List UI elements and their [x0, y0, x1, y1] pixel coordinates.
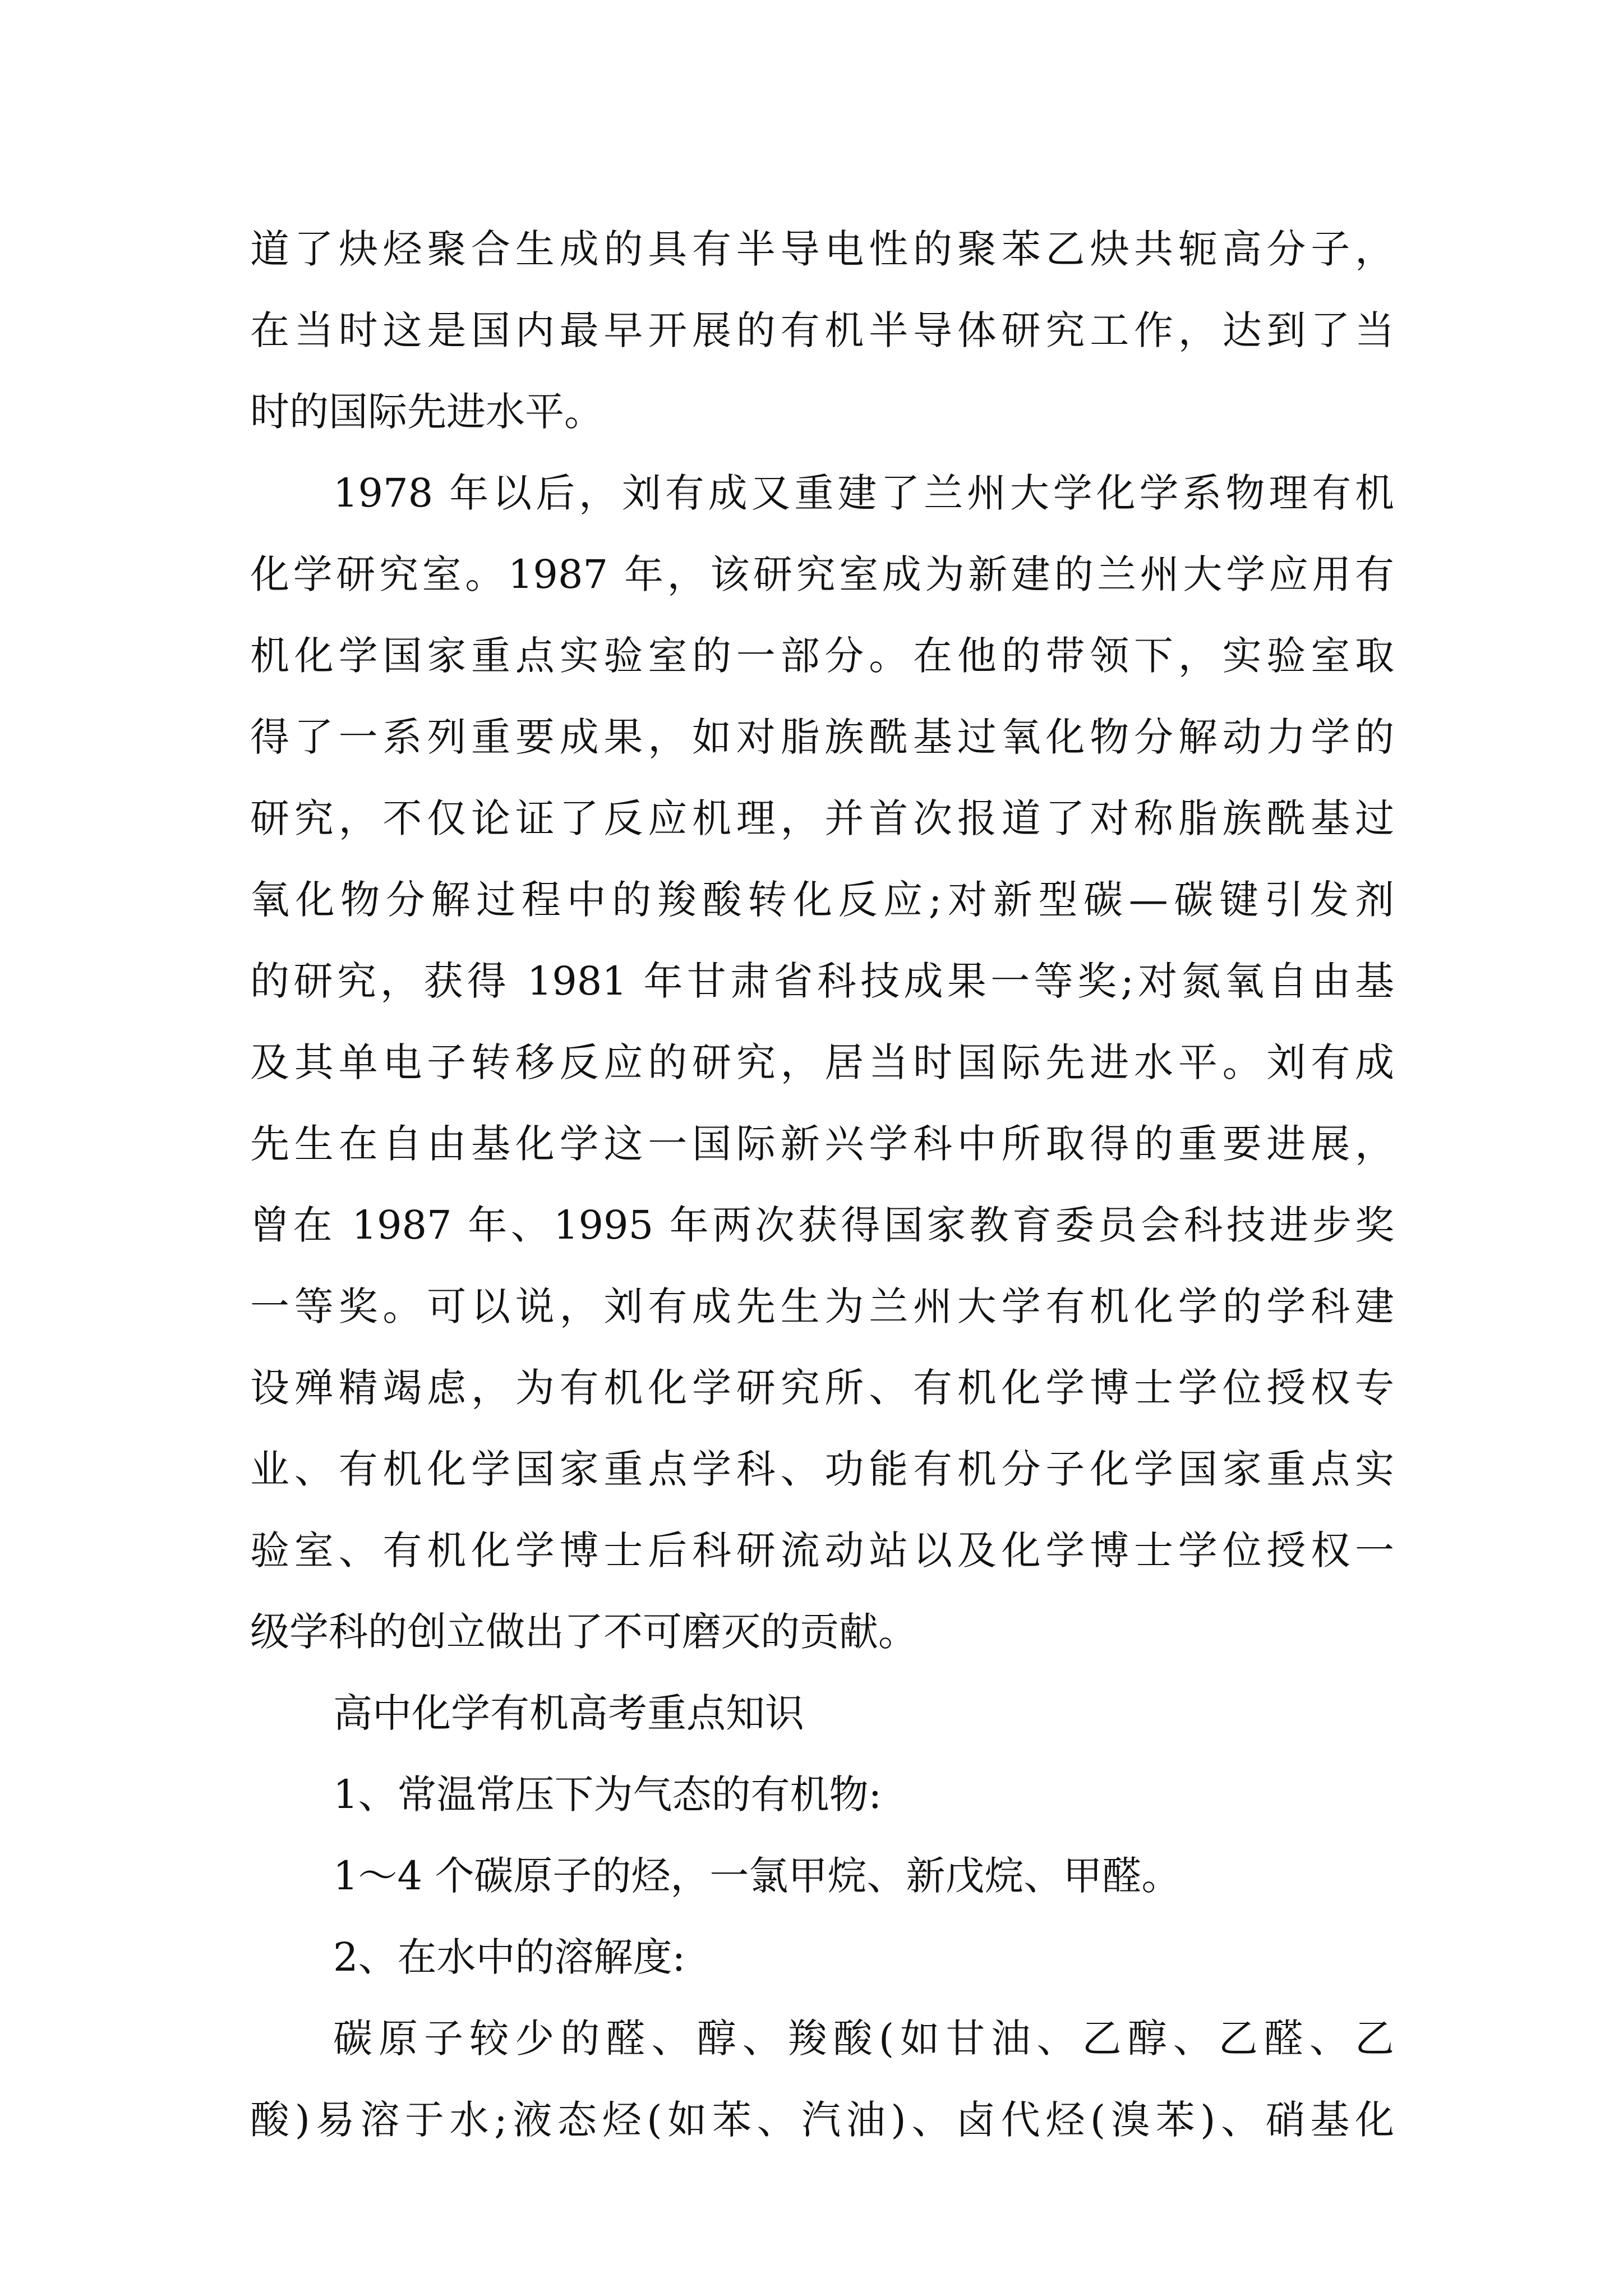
text-line: 氧化物分解过程中的羧酸转化反应;对新型碳—碳键引发剂 [250, 877, 1394, 923]
text-line: 设殚精竭虑，为有机化学研究所、有机化学博士学位授权专 [250, 1365, 1394, 1411]
text-line: 验室、有机化学博士后科研流动站以及化学博士学位授权一 [250, 1527, 1394, 1573]
text-line: 研究，不仅论证了反应机理，并首次报道了对称脂族酰基过 [250, 795, 1394, 841]
text-line: 1～4 个碳原子的烃，一氯甲烷、新戊烷、甲醛。 [333, 1853, 1181, 1899]
text-line: 的研究，获得 1981 年甘肃省科技成果一等奖;对氮氧自由基 [250, 958, 1394, 1004]
text-line: 曾在 1987 年、1995 年两次获得国家教育委员会科技进步奖 [250, 1202, 1394, 1248]
text-line: 时的国际先进水平。 [250, 389, 603, 435]
text-line: 1978 年以后，刘有成又重建了兰州大学化学系物理有机 [333, 470, 1394, 516]
text-line: 得了一系列重要成果，如对脂族酰基过氧化物分解动力学的 [250, 714, 1394, 760]
text-line: 机化学国家重点实验室的一部分。在他的带领下，实验室取 [250, 633, 1394, 679]
text-line: 高中化学有机高考重点知识 [333, 1690, 804, 1736]
text-line: 2、在水中的溶解度: [333, 1934, 686, 1980]
text-line: 化学研究室。1987 年，该研究室成为新建的兰州大学应用有 [250, 551, 1394, 597]
text-line: 酸)易溶于水;液态烃(如苯、汽油)、卤代烃(溴苯)、硝基化 [250, 2097, 1394, 2143]
text-line: 在当时这是国内最早开展的有机半导体研究工作，达到了当 [250, 307, 1394, 353]
text-line: 碳原子较少的醛、醇、羧酸(如甘油、乙醇、乙醛、乙 [333, 2016, 1394, 2062]
text-line: 级学科的创立做出了不可磨灭的贡献。 [250, 1609, 917, 1655]
text-line: 道了炔烃聚合生成的具有半导电性的聚苯乙炔共轭高分子， [250, 226, 1394, 272]
text-line: 一等奖。可以说，刘有成先生为兰州大学有机化学的学科建 [250, 1283, 1394, 1329]
text-line: 先生在自由基化学这一国际新兴学科中所取得的重要进展， [250, 1121, 1394, 1167]
text-line: 业、有机化学国家重点学科、功能有机分子化学国家重点实 [250, 1446, 1394, 1492]
document-body [250, 209, 1394, 2161]
text-line: 及其单电子转移反应的研究，居当时国际先进水平。刘有成 [250, 1039, 1394, 1085]
text-line: 1、常温常压下为气态的有机物: [333, 1772, 882, 1818]
